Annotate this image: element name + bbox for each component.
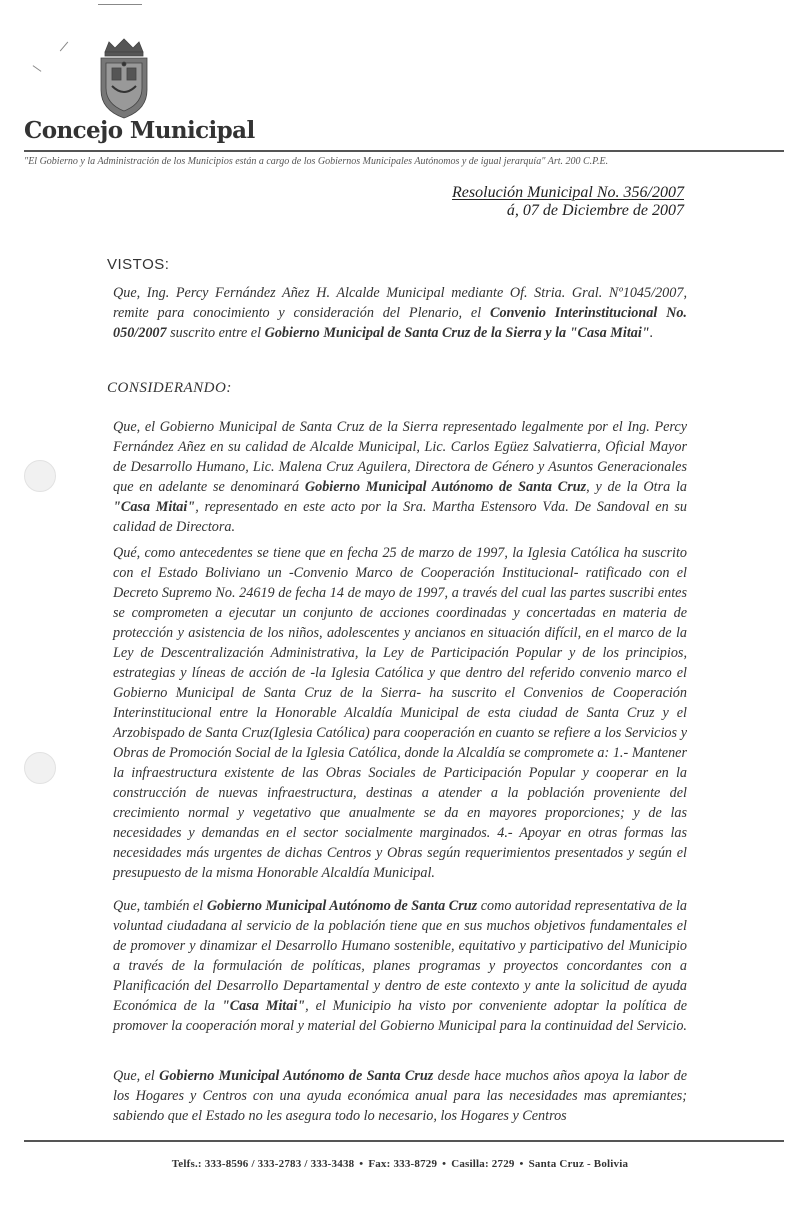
resolution-title: Resolución Municipal No. 356/2007 bbox=[452, 184, 684, 201]
scan-mark bbox=[98, 4, 142, 5]
paragraph-text: , y de la Otra la bbox=[586, 479, 687, 495]
scan-mark bbox=[60, 42, 68, 52]
footer-phones: Telfs.: 333-8596 / 333-2783 / 333-3438 bbox=[171, 1158, 355, 1170]
header-motto: "El Gobierno y la Administración de los Municipios están a cargo de los Gobiernos Municipales Autónomos y de igual jerarquía" Art. 200 C.P.E. bbox=[24, 156, 609, 167]
scan-mark bbox=[33, 65, 42, 72]
footer-fax: Fax: 333-8729 bbox=[368, 1158, 438, 1170]
paragraph-text: Que, el bbox=[113, 1068, 160, 1084]
vistos-heading: VISTOS: bbox=[107, 256, 170, 273]
vistos-paragraph bbox=[113, 283, 687, 343]
entity-name: "Casa Mitai" bbox=[221, 998, 306, 1014]
considerando-paragraph-4 bbox=[113, 1066, 687, 1126]
footer-separator: • bbox=[519, 1158, 524, 1170]
considerando-paragraph-3 bbox=[113, 896, 687, 1036]
punch-hole bbox=[24, 752, 56, 784]
paragraph-text: , representado en este acto por la Sra. Martha Estensoro Vda. De Sandoval en su calidad de Directora. bbox=[113, 499, 687, 535]
footer-casilla: Casilla: 2729 bbox=[451, 1158, 515, 1170]
paragraph-text: . bbox=[649, 325, 654, 341]
considerando-paragraph-2: Qué, como antecedentes se tiene que en fecha 25 de marzo de 1997, la Iglesia Católica ha suscrito con el Estado Boliviano un -Convenio Marco de Cooperación Institucional- ratificado con el Decreto Supremo No. 24619 de fecha 14 de mayo de 1997, a través del cual las partes suscribi entes se comprometen a ejecutar un conjunto de acciones coordinadas y concertadas en materia de protección y asistencia de los niños, adolescentes y ancianos en situación difícil, en el marco de la Ley de Descentralización Administrativa, la Ley de Participación Popular y de los principios, estrategias y líneas de acción de -la Iglesia Católica y que dentro del referido convenio marco el Gobierno Municipal de Santa Cruz de la Sierra- ha suscrito el Convenios de Cooperación Interinstitucional entre la Honorable Alcaldía Municipal de esta ciudad de Santa Cruz y el Arzobispado de Santa Cruz(Iglesia Católica) para cooperación en cuanto se refiere a los Servicios y Obras de Promoción Social de la Iglesia Católica, donde la Alcaldía se compromete a: 1.- Mantener la infraestructura existente de las Obras Sociales de Participación Popular y cooperar en la construcción de nuevas infraestructura, destinas a atender a la población proveniente del crecimiento normal y vegetativo que anualmente se da en mayores proporciones; y de las necesidades y demandas en el sector socialmente marginados. 4.- Apoyar en otras formas las necesidades más urgentes de dichas Centros y Obras según requerimientos presentados y según el presupuesto de la misma Honorable Alcaldía Municipal. bbox=[113, 545, 687, 881]
agreement-reference: Convenio Interinstitucional No. 050/2007 bbox=[113, 305, 687, 341]
considerando-paragraph-1 bbox=[113, 417, 687, 537]
paragraph-text: suscrito entre el bbox=[166, 325, 265, 341]
coat-of-arms-icon bbox=[95, 38, 153, 122]
header-divider bbox=[24, 150, 784, 152]
paragraph-text: como autoridad representativa de la voluntad ciudadana al servicio de la población tiene que en sus muchos objetivos fundamentales el de promover y dinamizar el Desarrollo Humano sostenible, equitativo y participativo del Municipio a través de la formulación de políticas, planes programas y proyectos concordantes con a Planificación del Desarrollo Departamental y dentro de este contexto y ante la solicitud de ayuda Económica de la bbox=[113, 898, 687, 1014]
punch-hole bbox=[24, 460, 56, 492]
parties-reference: Gobierno Municipal de Santa Cruz de la Sierra y la "Casa Mitai" bbox=[264, 325, 650, 341]
paragraph-text: desde hace muchos años apoya la labor de los Hogares y Centros con una ayuda económica anual para las necesidades mas apremiantes; sabiendo que el Estado no les asegura todo lo necesario, los Hogares y Centros bbox=[113, 1068, 687, 1124]
paragraph-text: , el Municipio ha visto por conveniente adoptar la política de promover la cooperación moral y material del Gobierno Municipal para la continuidad del Servicio. bbox=[113, 998, 687, 1034]
paragraph-text: Que, el Gobierno Municipal de Santa Cruz de la Sierra representado legalmente por el Ing. Percy Fernández Añez en su calidad de Alcalde Municipal, Lic. Carlos Egüez Salvatierra, Oficial Mayor de Desarrollo Humano, Lic. Malena Cruz Aguilera, Directora de Género y Asuntos Generacionales que en adelante se denominará bbox=[113, 419, 687, 495]
resolution-date: á, 07 de Diciembre de 2007 bbox=[506, 202, 684, 219]
entity-name: Gobierno Municipal Autónomo de Santa Cruz bbox=[206, 898, 478, 914]
footer-separator: • bbox=[442, 1158, 447, 1170]
organization-name: Concejo Municipal bbox=[24, 117, 255, 144]
paragraph-text: Que, también el bbox=[113, 898, 207, 914]
entity-name: Gobierno Municipal Autónomo de Santa Cruz bbox=[159, 1068, 434, 1084]
footer-separator: • bbox=[359, 1158, 364, 1170]
footer-divider bbox=[24, 1140, 784, 1142]
entity-name: Gobierno Municipal Autónomo de Santa Cruz bbox=[304, 479, 587, 495]
paragraph-text: Que, Ing. Percy Fernández Añez H. Alcalde Municipal mediante Of. Stria. Gral. Nº1045/2007, remite para conocimiento y consideración del Plenario, el bbox=[113, 285, 687, 321]
entity-name: "Casa Mitai" bbox=[113, 499, 196, 515]
considerando-heading: CONSIDERANDO: bbox=[107, 380, 232, 396]
footer-contact bbox=[0, 1158, 800, 1170]
footer-city: Santa Cruz - Bolivia bbox=[528, 1158, 629, 1170]
